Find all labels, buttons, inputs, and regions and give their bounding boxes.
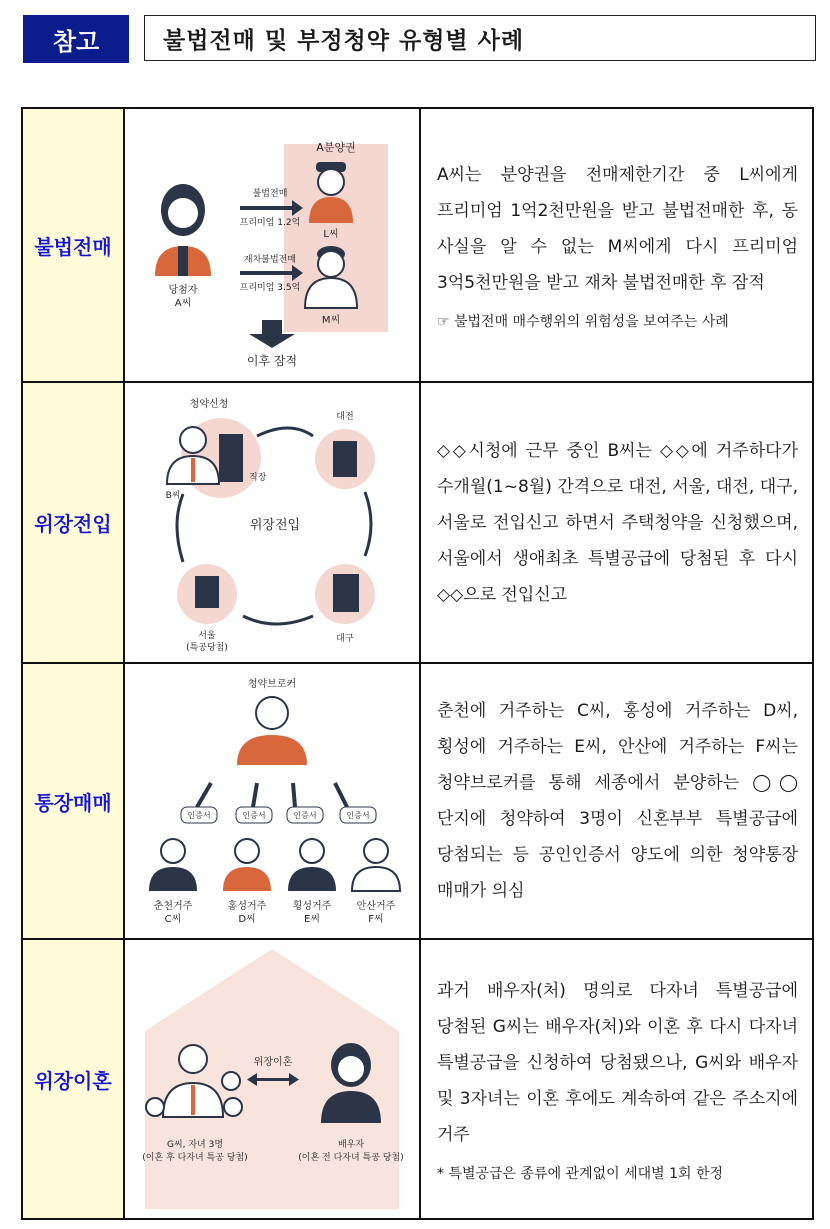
- arrow2-label: 재차불법전매: [243, 255, 297, 265]
- arrow-right-icon: [240, 265, 303, 281]
- cert-label: 인증서: [293, 811, 317, 820]
- description-text: ◇◇시청에 근무 중인 B씨는 ◇◇에 거주하다가 수개월(1~8월) 간격으로 대전, 서울, 대전, 대구, 서울로 전입신고 하면서 주택청약을 신청했으며, 서울에서 생애최초 특별공급에 당첨된 후 다시 ◇◇으로 전입신고: [437, 440, 798, 605]
- daegu-label: 대구: [336, 634, 354, 644]
- description-text: 과거 배우자(처) 명의로 다자녀 특별공급에 당첨된 G씨는 배우자(처)와 이혼 후 다시 다자녀 특별공급을 신청하여 당첨됐으나, G씨와 배우자 및 3자녀는 이혼 후에도 계속하여 같은 주소지에 거주: [437, 981, 798, 1145]
- divorce-label: 위장이혼: [253, 1057, 293, 1068]
- arrow-up-icon: [197, 783, 347, 807]
- center-label: 위장전입: [249, 518, 301, 533]
- arrow1-premium: 프리미엄 1.2억: [239, 218, 301, 228]
- broker-person-icon: [237, 697, 307, 765]
- daejeon-label: 대전: [336, 412, 354, 422]
- illustration-account-trade: [124, 663, 420, 939]
- residents-icon: [149, 839, 400, 891]
- table-row: [22, 663, 813, 939]
- case-description: [420, 939, 813, 1219]
- case-description: [420, 108, 813, 382]
- description-text: A씨는 분양권을 전매제한기간 중 L씨에게 프리미엄 1억2천만원을 받고 불법전매한 후, 동 사실을 알 수 없는 M씨에게 다시 프리미엄 3억5천만원을 받고 재차 불법전매한 후 잠적: [437, 165, 798, 293]
- description-text: 춘천에 거주하는 C씨, 홍성에 거주하는 D씨, 횡성에 거주하는 E씨, 안산에 거주하는 F씨는 청약브로커를 통해 세종에서 분양하는 ◯◯단지에 청약하여 3명이 신혼부부 특별공급에 당첨되는 등 공인인증서 양도에 의한 청약통장 매매가 의심: [437, 701, 798, 901]
- winner-person-icon: [155, 184, 211, 276]
- building-icon: [333, 574, 359, 612]
- cert-label: 인증서: [242, 811, 266, 820]
- resident-label: 춘천거주: [153, 901, 193, 912]
- resident-name: F씨: [368, 914, 384, 925]
- seoul-note: (특공당첨): [186, 643, 228, 653]
- type-label: 불법전매: [22, 108, 124, 382]
- table-row: [22, 382, 813, 663]
- case-description: [420, 382, 813, 663]
- spouse-label: 배우자: [337, 1140, 365, 1150]
- resident-label: 안산거주: [356, 901, 396, 912]
- certificate-icon: [181, 807, 376, 823]
- cert-label: 인증서: [187, 811, 211, 820]
- case-table: [21, 107, 814, 1220]
- resident-label: 홍성거주: [227, 901, 267, 912]
- illustration-fake-move: [124, 382, 420, 663]
- office-building-icon: [219, 434, 243, 482]
- illustration-resale: [124, 108, 420, 382]
- case-description: [420, 663, 813, 939]
- case-note: ☞ 불법전매 매수행위의 위험성을 보여주는 사례: [437, 314, 729, 330]
- reference-badge: 참고: [23, 15, 129, 63]
- building-icon: [195, 576, 219, 608]
- winner-name: A씨: [174, 298, 192, 309]
- table-row: [22, 939, 813, 1219]
- disappear-label: 이후 잠적: [246, 354, 298, 368]
- arrow1-label: 불법전매: [252, 189, 288, 199]
- table-row: [22, 108, 813, 382]
- winner-label: 당첨자: [168, 285, 198, 296]
- g-note: (이혼 후 다자녀 특공 당첨): [142, 1153, 248, 1163]
- building-icon: [333, 441, 357, 477]
- person-b-label: B씨: [165, 491, 181, 501]
- illustration-fake-divorce: [124, 939, 420, 1219]
- page-title: 불법전매 및 부정청약 유형별 사례: [144, 15, 816, 61]
- resident-name: C씨: [164, 914, 182, 925]
- apply-label: 청약신청: [189, 399, 229, 410]
- type-label: 위장전입: [22, 382, 124, 663]
- work-label: 직장: [249, 473, 267, 483]
- type-label: 통장매매: [22, 663, 124, 939]
- g-label: G씨, 자녀 3명: [166, 1140, 224, 1150]
- arrow2-premium: 프리미엄 3.5억: [239, 283, 301, 293]
- case-note: * 특별공급은 종류에 관계없이 세대별 1회 한정: [437, 1166, 724, 1182]
- arrow-right-icon: [240, 200, 303, 216]
- spouse-note: (이혼 전 다자녀 특공 당첨): [298, 1153, 404, 1163]
- person-l-label: L씨: [323, 229, 339, 240]
- type-label: 위장이혼: [22, 939, 124, 1219]
- broker-label: 청약브로커: [247, 679, 297, 690]
- resident-label: 횡성거주: [292, 901, 332, 912]
- resident-name: D씨: [238, 914, 256, 925]
- seoul-label: 서울: [198, 631, 216, 641]
- cert-label: 인증서: [346, 811, 370, 820]
- person-m-label: M씨: [321, 315, 341, 326]
- resident-name: E씨: [304, 914, 320, 925]
- box-label: A분양권: [316, 141, 356, 154]
